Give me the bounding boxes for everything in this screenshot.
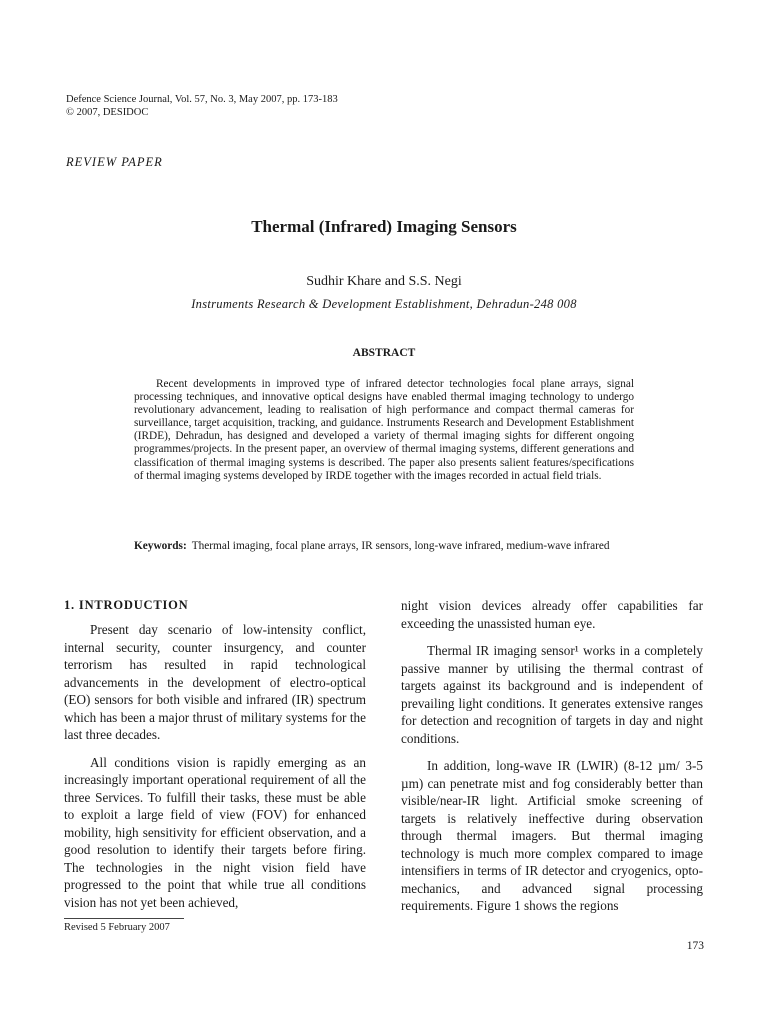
- body-paragraph: All conditions vision is rapidly emerging as an increasingly important operational requirement of all the three Services. To fulfill their tasks, these must be able to exploit a large field of view (FOV) for enhanced mobility, high sensitivity for efficient observation, and a good resolution to identify their targets before firing. The technologies in the night vision field have progressed to the point that while true all conditions vision has not yet been achieved,: [64, 754, 366, 910]
- section-heading-introduction: 1. INTRODUCTION: [64, 598, 189, 612]
- abstract-text: Recent developments in improved type of infrared detector technologies focal plane arrays, signal processing techniques, and innovative optical designs have enabled thermal imaging technology to undergo revolutionary advancement, leading to realisation of high performance and compact thermal cameras for surveillance, target acquisition, tracking, and guidance. Instruments Research and Development Establishment (IRDE), Dehradun, has designed and developed a variety of thermal imaging sights for different ongoing programmes/projects. In the present paper, an overview of thermal imaging systems, different generations and classification of thermal imaging systems is described. The paper also presents salient features/specifications of thermal imaging systems developed by IRDE together with the images recorded in actual field trials.: [134, 378, 634, 482]
- keywords-text: Thermal imaging, focal plane arrays, IR sensors, long-wave infrared, medium-wave infrared: [191, 540, 610, 552]
- journal-citation: Defence Science Journal, Vol. 57, No. 3, May 2007, pp. 173-183: [66, 94, 338, 105]
- keywords-label: Keywords:: [134, 540, 187, 552]
- paper-type-label: REVIEW PAPER: [66, 155, 163, 169]
- left-column: [64, 597, 366, 921]
- keywords: [134, 540, 634, 553]
- copyright-line: © 2007, DESIDOC: [66, 107, 149, 118]
- body-paragraph: night vision devices already offer capabilities far exceeding the unassisted human eye.: [401, 598, 703, 631]
- body-paragraph: Present day scenario of low-intensity conflict, internal security, counter insurgency, and counter terrorism has resulted in rapid technological advancements in the development of electro-optical (EO) sensors for both visible and infrared (IR) spectrum which has been a major thrust of military systems for the last three decades.: [64, 622, 366, 742]
- abstract-heading: ABSTRACT: [352, 347, 416, 359]
- journal-header: [66, 93, 338, 119]
- affiliation: Instruments Research & Development Establishment, Dehradun-248 008: [191, 297, 577, 311]
- footer-rule: [64, 918, 184, 919]
- body-paragraph: In addition, long-wave IR (LWIR) (8-12 µm/ 3-5 µm) can penetrate mist and fog considerably better than visible/near-IR light. Artificial smoke screening of targets is relatively ineffective during observation through thermal imagers. But thermal imaging technology is much more complex compared to image intensifiers in terms of IR detector and cryogenics, opto-mechanics, and advanced signal processing requirements. Figure 1 shows the regions: [401, 758, 703, 913]
- revised-date: Revised 5 February 2007: [64, 922, 170, 933]
- right-column: [401, 597, 703, 925]
- authors: Sudhir Khare and S.S. Negi: [306, 274, 462, 289]
- page-number: 173: [686, 940, 704, 952]
- body-paragraph: Thermal IR imaging sensor¹ works in a completely passive manner by utilising the thermal contrast of targets against its background and is independent of prevailing light conditions. It generates extensive ranges for detection and recognition of targets in day and night conditions.: [401, 643, 703, 746]
- paper-title: Thermal (Infrared) Imaging Sensors: [251, 217, 517, 236]
